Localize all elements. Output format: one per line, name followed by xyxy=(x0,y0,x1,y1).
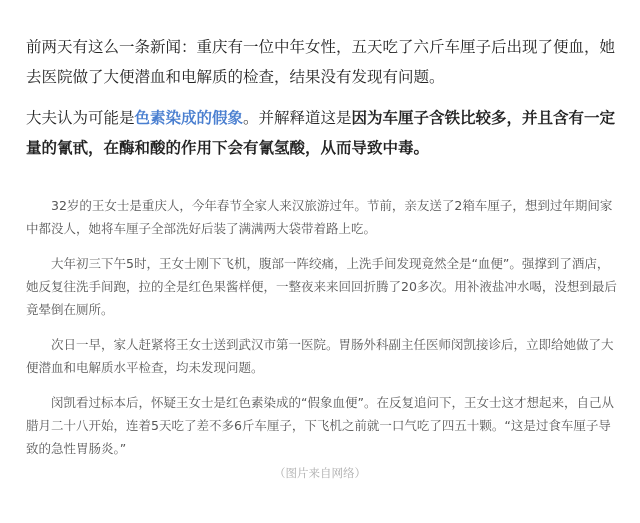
intro-text-2: 。并解释道这是 xyxy=(243,109,352,127)
article-paragraph: 32岁的王女士是重庆人，今年春节全家人来汉旅游过年。节前，亲友送了2箱车厘子，想到过年期间家中都没人，她将车厘子全部洗好后装了满满两大袋带着路上吃。 xyxy=(26,198,613,236)
article-quote xyxy=(26,194,618,472)
bold-text: 因为车厘子含铁比较多，并且含有一定量的氰甙，在酶和酸的作用下会有氰氢酸，从而导致中毒。 xyxy=(26,109,616,157)
article-paragraph: 闵凯看过标本后，怀疑王女士是红色素染成的“假象血便”。在反复追问下，王女士这才想起来，自己从腊月二十八开始，连着5天吃了差不多6斤车厘子，下飞机之前就一口气吃了四五十颗。“这是过食车厘子导致的急性胃肠炎。” xyxy=(26,395,614,456)
intro-paragraph-1: 前两天有这么一条新闻：重庆有一位中年女性，五天吃了六斤车厘子后出现了便血，她去医院做了大便潜血和电解质的检查，结果没有发现有问题。 xyxy=(26,38,616,86)
highlight-text: 色素染成的假象 xyxy=(134,109,244,127)
article-paragraph: 次日一早，家人赶紧将王女士送到武汉市第一医院。胃肠外科副主任医师闵凯接诊后，立即给她做了大便潜血和电解质水平检查，均未发现问题。 xyxy=(26,337,614,375)
article-paragraph: 大年初三下午5时，王女士刚下飞机，腹部一阵绞痛，上洗手间发现竟然全是“血便”。强撑到了酒店，她反复往洗手间跑，拉的全是红色果酱样便，一整夜来来回回折腾了20多次。用补液盐冲水喝，没想到最后竟晕倒在厕所。 xyxy=(26,256,617,317)
image-caption: （图片来自网络） xyxy=(274,466,366,480)
intro-text-1: 大夫认为可能是 xyxy=(26,109,135,127)
intro-paragraph-2 xyxy=(26,103,620,163)
